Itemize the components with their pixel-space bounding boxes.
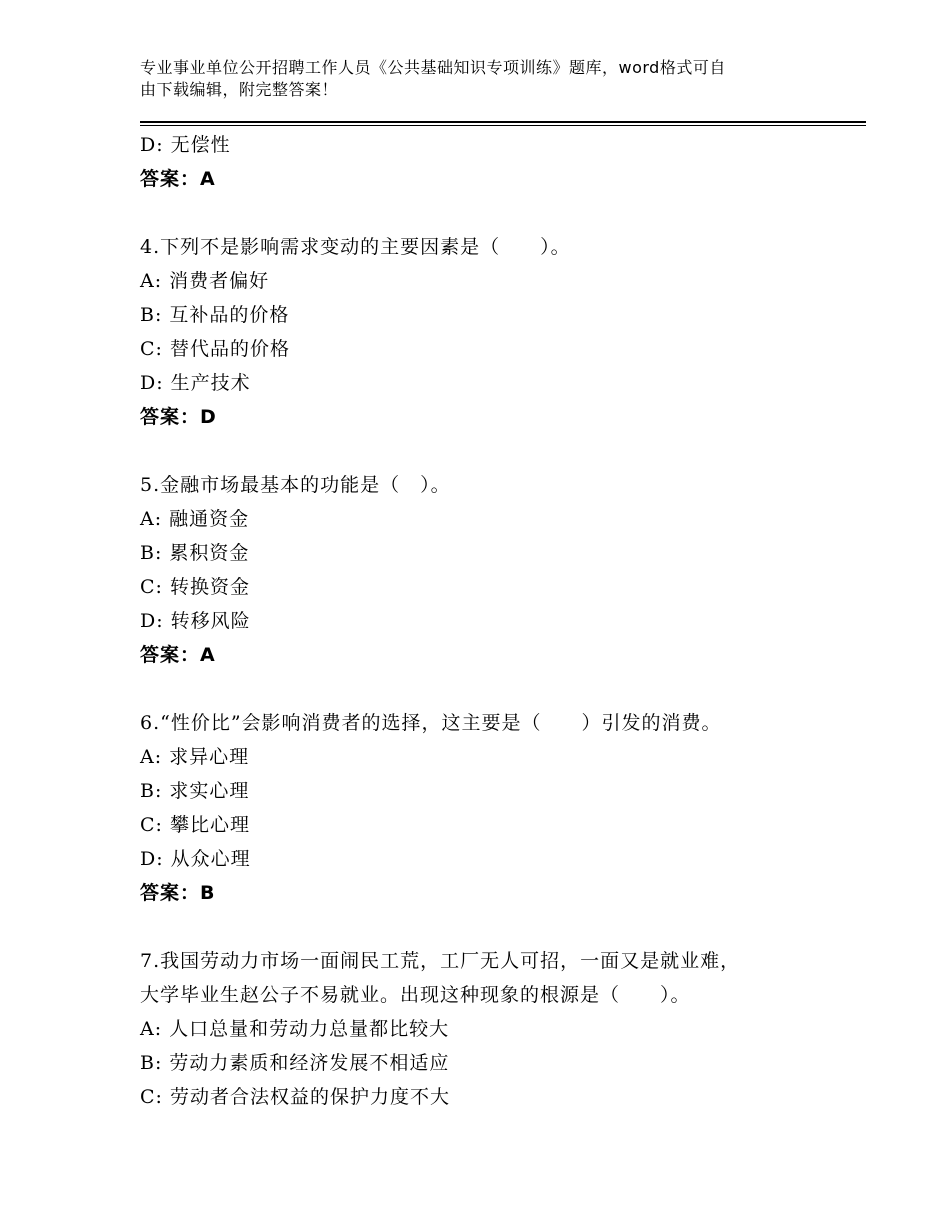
question-stem-line1: 7.我国劳动力市场一面闹民工荒，工厂无人可招，一面又是就业难， — [140, 950, 741, 972]
question-3-tail — [140, 128, 840, 196]
question-list — [140, 128, 840, 1114]
question-stem-line2: 大学毕业生赵公子不易就业。出现这种现象的根源是（ ）。 — [140, 984, 691, 1006]
option-b: B: 互补品的价格 — [140, 304, 290, 326]
spacer — [140, 672, 840, 706]
option-c: C: 劳动者合法权益的保护力度不大 — [140, 1086, 450, 1108]
option-d: D: 转移风险 — [140, 610, 251, 632]
question-stem: 4.下列不是影响需求变动的主要因素是（ ）。 — [140, 236, 571, 258]
option-c: C: 转换资金 — [140, 576, 250, 598]
option-d: D: 生产技术 — [140, 372, 251, 394]
answer-label: 答案：A — [140, 168, 216, 190]
option-a: A: 求异心理 — [140, 746, 250, 768]
page-header — [140, 57, 820, 101]
option-a: A: 融通资金 — [140, 508, 250, 530]
option-b: B: 劳动力素质和经济发展不相适应 — [140, 1052, 450, 1074]
header-divider-thin — [140, 125, 866, 126]
option-b: B: 累积资金 — [140, 542, 250, 564]
header-title-line1: 专业事业单位公开招聘工作人员《公共基础知识专项训练》题库，word格式可自 — [140, 58, 726, 77]
option-b: B: 求实心理 — [140, 780, 250, 802]
spacer — [140, 910, 840, 944]
answer-label: 答案：A — [140, 644, 216, 666]
question-6 — [140, 706, 840, 910]
answer-label: 答案：B — [140, 882, 216, 904]
option-d: D: 无偿性 — [140, 134, 231, 156]
question-stem: 6.“性价比”会影响消费者的选择，这主要是（ ）引发的消费。 — [140, 712, 722, 734]
header-title-line2: 由下载编辑，附完整答案！ — [140, 80, 339, 99]
option-a: A: 人口总量和劳动力总量都比较大 — [140, 1018, 450, 1040]
spacer — [140, 434, 840, 468]
answer-label: 答案：D — [140, 406, 217, 428]
option-a: A: 消费者偏好 — [140, 270, 270, 292]
question-stem: 5.金融市场最基本的功能是（ ）。 — [140, 474, 451, 496]
spacer — [140, 196, 840, 230]
header-divider-thick — [140, 121, 866, 123]
question-5 — [140, 468, 840, 672]
question-4 — [140, 230, 840, 434]
option-c: C: 攀比心理 — [140, 814, 250, 836]
option-d: D: 从众心理 — [140, 848, 251, 870]
option-c: C: 替代品的价格 — [140, 338, 290, 360]
question-7 — [140, 944, 840, 1114]
